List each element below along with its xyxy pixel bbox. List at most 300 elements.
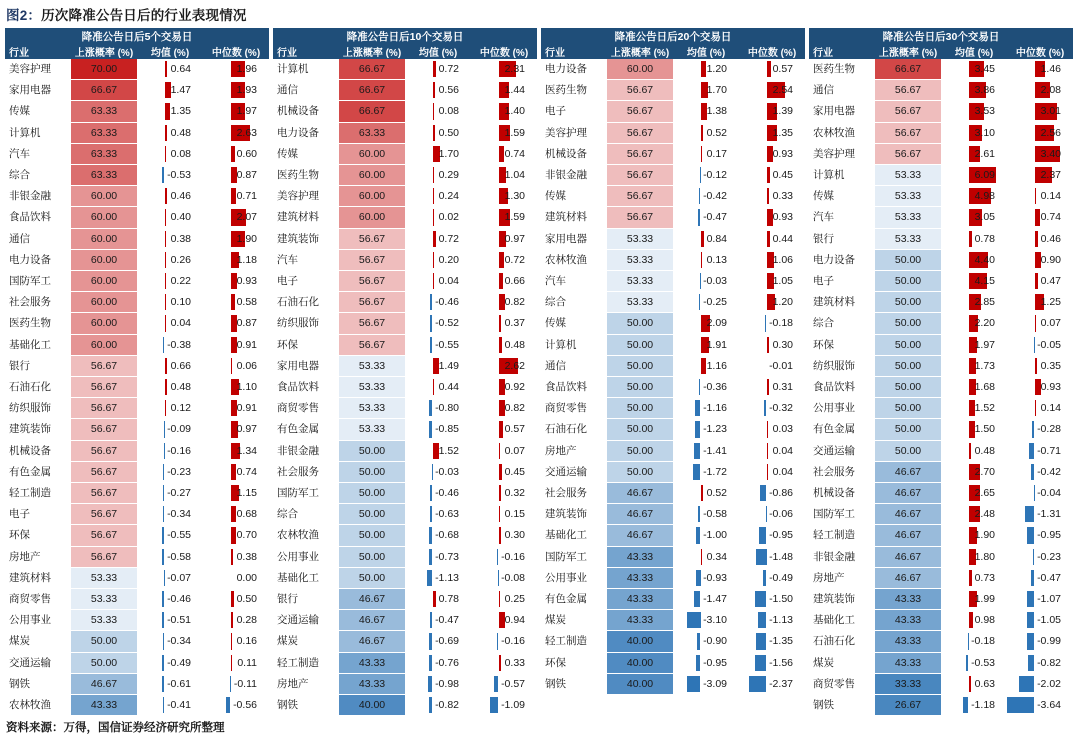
cell-mean: -1.16	[673, 398, 739, 419]
cell-probability: 43.33	[339, 673, 405, 694]
cell-mean: -3.09	[673, 673, 739, 694]
cell-industry: 美容护理	[273, 186, 339, 207]
cell-industry: 传媒	[5, 101, 71, 122]
cell-industry: 环保	[5, 525, 71, 546]
cell-mean: -1.13	[405, 567, 471, 588]
cell-median: -0.82	[1007, 652, 1073, 673]
cell-probability: 46.67	[339, 610, 405, 631]
table-row	[5, 525, 1073, 546]
table-row	[5, 695, 1073, 716]
table-row	[5, 80, 1073, 101]
cell-probability: 56.67	[607, 143, 673, 164]
cell-median: -0.01	[739, 355, 805, 376]
cell-mean: 6.09	[941, 165, 1007, 186]
performance-table	[5, 28, 1073, 716]
cell-mean: -0.80	[405, 398, 471, 419]
cell-probability: 46.67	[875, 483, 941, 504]
cell-mean: 1.38	[673, 101, 739, 122]
cell-industry: 综合	[5, 165, 71, 186]
cell-probability: 60.00	[71, 334, 137, 355]
cell-mean: -0.61	[137, 673, 203, 694]
table-group-header-row	[5, 28, 1073, 44]
cell-median: -0.04	[1007, 483, 1073, 504]
cell-probability: 50.00	[607, 398, 673, 419]
cell-median: -0.49	[739, 567, 805, 588]
cell-mean: 3.53	[941, 101, 1007, 122]
cell-industry: 医药生物	[809, 59, 875, 80]
cell-median: -0.08	[471, 567, 537, 588]
cell-median: 0.93	[739, 143, 805, 164]
group-header-2: 降准公告日后10个交易日	[273, 28, 537, 44]
cell-probability: 43.33	[607, 546, 673, 567]
cell-probability: 50.00	[71, 631, 137, 652]
cell-median: -0.16	[471, 631, 537, 652]
cell-mean: 0.44	[405, 377, 471, 398]
figure-label: 图2：	[6, 8, 42, 23]
cell-industry: 社会服务	[273, 461, 339, 482]
cell-median: 0.38	[203, 546, 269, 567]
cell-mean: 1.52	[941, 398, 1007, 419]
group-header-1: 降准公告日后5个交易日	[5, 28, 269, 44]
cell-industry: 电子	[541, 101, 607, 122]
cell-industry: 煤炭	[541, 610, 607, 631]
cell-probability: 56.67	[875, 80, 941, 101]
cell-median: 0.94	[471, 610, 537, 631]
cell-mean: 1.68	[941, 377, 1007, 398]
cell-probability: 46.67	[607, 483, 673, 504]
cell-mean: 3.10	[941, 122, 1007, 143]
cell-probability: 43.33	[875, 610, 941, 631]
table-row	[5, 610, 1073, 631]
cell-industry: 有色金属	[5, 461, 71, 482]
cell-industry: 传媒	[541, 313, 607, 334]
cell-industry: 建筑材料	[273, 207, 339, 228]
cell-industry: 基础化工	[273, 567, 339, 588]
cell-mean: 1.35	[137, 101, 203, 122]
cell-industry: 钢铁	[541, 673, 607, 694]
cell-median: 1.46	[1007, 59, 1073, 80]
cell-median: -1.48	[739, 546, 805, 567]
cell-mean: 1.20	[673, 59, 739, 80]
cell-industry: 石油石化	[541, 419, 607, 440]
cell-mean: 3.86	[941, 80, 1007, 101]
cell-industry: 纺织服饰	[273, 313, 339, 334]
cell-probability: 53.33	[607, 292, 673, 313]
cell-industry: 国防军工	[273, 483, 339, 504]
cell-mean: 0.78	[941, 228, 1007, 249]
cell-mean: 1.70	[673, 80, 739, 101]
cell-mean: 2.20	[941, 313, 1007, 334]
cell-median: 2.37	[1007, 165, 1073, 186]
table-row	[5, 271, 1073, 292]
cell-median: 0.04	[739, 461, 805, 482]
cell-median: -0.05	[1007, 334, 1073, 355]
cell-probability: 50.00	[339, 567, 405, 588]
cell-mean: 0.84	[673, 228, 739, 249]
cell-median: 1.59	[471, 122, 537, 143]
cell-probability: 66.67	[339, 101, 405, 122]
cell-mean: 0.08	[405, 101, 471, 122]
cell-industry: 建筑装饰	[541, 504, 607, 525]
cell-mean: -0.49	[137, 652, 203, 673]
cell-industry: 社会服务	[5, 292, 71, 313]
cell-median: 0.66	[471, 271, 537, 292]
cell-industry: 电子	[809, 271, 875, 292]
cell-industry: 机械设备	[809, 483, 875, 504]
cell-probability: 60.00	[71, 292, 137, 313]
cell-probability: 56.67	[71, 461, 137, 482]
cell-probability: 56.67	[607, 122, 673, 143]
col-header-4-4: 中位数 (%)	[1007, 44, 1073, 59]
cell-median: -1.09	[471, 695, 537, 716]
cell-industry: 煤炭	[273, 631, 339, 652]
cell-probability: 46.67	[339, 589, 405, 610]
cell-mean: 0.34	[673, 546, 739, 567]
cell-probability: 43.33	[607, 567, 673, 588]
table-row	[5, 631, 1073, 652]
cell-mean: -0.53	[137, 165, 203, 186]
cell-median: 1.34	[203, 440, 269, 461]
cell-industry: 通信	[541, 355, 607, 376]
cell-probability: 60.00	[339, 207, 405, 228]
cell-mean: -0.34	[137, 504, 203, 525]
cell-industry: 交通运输	[5, 652, 71, 673]
cell-probability: 56.67	[71, 525, 137, 546]
col-header-2-1: 行业	[273, 44, 339, 59]
cell-median: 1.39	[739, 101, 805, 122]
cell-median: 0.06	[203, 355, 269, 376]
cell-probability: 60.00	[71, 186, 137, 207]
table-row	[5, 186, 1073, 207]
cell-mean: 0.20	[405, 249, 471, 270]
cell-mean: 1.47	[137, 80, 203, 101]
cell-median: 0.00	[203, 567, 269, 588]
cell-median: 1.18	[203, 249, 269, 270]
cell-median: -0.11	[203, 673, 269, 694]
cell-industry: 电子	[5, 504, 71, 525]
cell-industry: 医药生物	[273, 165, 339, 186]
cell-mean: 2.70	[941, 461, 1007, 482]
cell-mean: -0.58	[137, 546, 203, 567]
cell-median: 1.59	[471, 207, 537, 228]
cell-industry: 公用事业	[273, 546, 339, 567]
cell-probability: 60.00	[71, 271, 137, 292]
cell-median: 0.14	[1007, 186, 1073, 207]
cell-industry: 食品饮料	[5, 207, 71, 228]
table-row	[5, 567, 1073, 588]
col-header-1-2: 上涨概率 (%)	[71, 44, 137, 59]
cell-probability: 50.00	[607, 419, 673, 440]
cell-probability: 53.33	[607, 271, 673, 292]
cell-median: -0.18	[739, 313, 805, 334]
cell-mean: -0.47	[405, 610, 471, 631]
cell-mean: -0.27	[137, 483, 203, 504]
cell-probability: 53.33	[71, 610, 137, 631]
cell-industry: 建筑装饰	[5, 419, 71, 440]
col-header-1-3: 均值 (%)	[137, 44, 203, 59]
cell-probability: 46.67	[875, 525, 941, 546]
cell-mean: 1.73	[941, 355, 1007, 376]
cell-probability: 56.67	[339, 292, 405, 313]
cell-mean: 0.48	[137, 377, 203, 398]
cell-probability: 56.67	[71, 546, 137, 567]
cell-industry: 非银金融	[809, 546, 875, 567]
cell-industry: 非银金融	[541, 165, 607, 186]
cell-probability: 56.67	[339, 271, 405, 292]
cell-mean: -1.00	[673, 525, 739, 546]
cell-median: 2.54	[739, 80, 805, 101]
cell-probability: 56.67	[71, 483, 137, 504]
cell-probability: 60.00	[71, 207, 137, 228]
cell-mean: 0.72	[405, 228, 471, 249]
cell-mean: 0.72	[405, 59, 471, 80]
cell-mean: -1.72	[673, 461, 739, 482]
cell-mean: -0.55	[405, 334, 471, 355]
cell-probability: 43.33	[607, 589, 673, 610]
source-note: 资料来源：万得，国信证券经济研究所整理	[6, 722, 225, 735]
cell-industry: 钢铁	[809, 695, 875, 716]
cell-probability: 60.00	[71, 228, 137, 249]
cell-industry: 汽车	[541, 271, 607, 292]
cell-median: -1.07	[1007, 589, 1073, 610]
cell-mean: 0.78	[405, 589, 471, 610]
cell-mean: -0.07	[137, 567, 203, 588]
cell-probability: 50.00	[875, 271, 941, 292]
cell-industry: 汽车	[5, 143, 71, 164]
cell-industry: 非银金融	[273, 440, 339, 461]
cell-mean: 1.49	[405, 355, 471, 376]
cell-industry: 国防军工	[809, 504, 875, 525]
cell-industry: 有色金属	[273, 419, 339, 440]
cell-mean: -0.85	[405, 419, 471, 440]
cell-probability: 53.33	[339, 419, 405, 440]
cell-median: 1.44	[471, 80, 537, 101]
cell-industry: 建筑装饰	[273, 228, 339, 249]
cell-probability: 60.00	[339, 186, 405, 207]
cell-mean: 0.02	[405, 207, 471, 228]
table-row	[5, 122, 1073, 143]
cell-median: 0.28	[203, 610, 269, 631]
cell-industry: 农林牧渔	[5, 695, 71, 716]
cell-mean: 0.40	[137, 207, 203, 228]
cell-mean: 2.09	[673, 313, 739, 334]
cell-industry: 通信	[809, 80, 875, 101]
cell-mean: 2.85	[941, 292, 1007, 313]
cell-industry: 计算机	[809, 165, 875, 186]
cell-probability: 56.67	[875, 122, 941, 143]
col-header-3-4: 中位数 (%)	[739, 44, 805, 59]
cell-probability: 56.67	[607, 186, 673, 207]
cell-mean: -0.25	[673, 292, 739, 313]
cell-mean: 0.29	[405, 165, 471, 186]
cell-mean: 4.15	[941, 271, 1007, 292]
table-row	[5, 228, 1073, 249]
cell-probability: 50.00	[339, 504, 405, 525]
cell-mean: -0.09	[137, 419, 203, 440]
cell-industry: 有色金属	[809, 419, 875, 440]
cell-probability: 53.33	[339, 398, 405, 419]
table-row	[5, 419, 1073, 440]
empty-cell	[673, 695, 739, 716]
cell-industry: 环保	[273, 334, 339, 355]
cell-median: -2.02	[1007, 673, 1073, 694]
cell-probability: 40.00	[607, 631, 673, 652]
cell-mean: 3.45	[941, 59, 1007, 80]
cell-median: 2.07	[203, 207, 269, 228]
table-row	[5, 165, 1073, 186]
table-header	[5, 28, 1073, 59]
cell-industry: 社会服务	[809, 461, 875, 482]
cell-mean: 0.48	[941, 440, 1007, 461]
cell-mean: -0.41	[137, 695, 203, 716]
cell-industry: 交通运输	[541, 461, 607, 482]
cell-probability: 56.67	[607, 165, 673, 186]
cell-mean: -0.73	[405, 546, 471, 567]
cell-median: 1.90	[203, 228, 269, 249]
cell-mean: 0.17	[673, 143, 739, 164]
cell-probability: 40.00	[339, 695, 405, 716]
cell-mean: 0.64	[137, 59, 203, 80]
cell-probability: 50.00	[875, 440, 941, 461]
group-header-4: 降准公告日后30个交易日	[809, 28, 1073, 44]
table-row	[5, 483, 1073, 504]
cell-probability: 26.67	[875, 695, 941, 716]
cell-mean: 0.38	[137, 228, 203, 249]
empty-cell	[541, 695, 607, 716]
cell-mean: 0.13	[673, 249, 739, 270]
cell-median: 0.45	[471, 461, 537, 482]
cell-industry: 纺织服饰	[5, 398, 71, 419]
cell-mean: -0.58	[673, 504, 739, 525]
cell-median: 0.37	[471, 313, 537, 334]
cell-industry: 煤炭	[809, 652, 875, 673]
cell-probability: 50.00	[875, 398, 941, 419]
cell-probability: 53.33	[607, 249, 673, 270]
cell-industry: 食品饮料	[273, 377, 339, 398]
cell-median: 1.10	[203, 377, 269, 398]
cell-industry: 综合	[809, 313, 875, 334]
table-row	[5, 313, 1073, 334]
table-row	[5, 292, 1073, 313]
cell-mean: -0.82	[405, 695, 471, 716]
cell-mean: -1.41	[673, 440, 739, 461]
cell-industry: 国防军工	[541, 546, 607, 567]
cell-mean: -0.42	[673, 186, 739, 207]
cell-probability: 56.67	[71, 504, 137, 525]
cell-mean: -0.03	[673, 271, 739, 292]
cell-median: -1.05	[1007, 610, 1073, 631]
cell-mean: 0.52	[673, 122, 739, 143]
cell-median: 1.30	[471, 186, 537, 207]
cell-mean: 0.12	[137, 398, 203, 419]
cell-industry: 医药生物	[541, 80, 607, 101]
cell-mean: -1.47	[673, 589, 739, 610]
cell-probability: 33.33	[875, 673, 941, 694]
cell-median: 0.68	[203, 504, 269, 525]
table-row	[5, 546, 1073, 567]
cell-mean: -0.46	[405, 483, 471, 504]
cell-probability: 50.00	[607, 334, 673, 355]
cell-industry: 商贸零售	[541, 398, 607, 419]
cell-median: 3.40	[1007, 143, 1073, 164]
group-header-3: 降准公告日后20个交易日	[541, 28, 805, 44]
cell-mean: 0.56	[405, 80, 471, 101]
cell-industry: 公用事业	[809, 398, 875, 419]
cell-median: 1.04	[471, 165, 537, 186]
cell-probability: 53.33	[71, 567, 137, 588]
col-header-3-2: 上涨概率 (%)	[607, 44, 673, 59]
cell-median: 2.56	[1007, 122, 1073, 143]
cell-industry: 通信	[273, 80, 339, 101]
cell-industry: 机械设备	[273, 101, 339, 122]
cell-probability: 56.67	[339, 228, 405, 249]
cell-industry: 公用事业	[541, 567, 607, 588]
cell-probability: 56.67	[71, 377, 137, 398]
cell-mean: 4.98	[941, 186, 1007, 207]
cell-industry: 银行	[273, 589, 339, 610]
cell-median: -0.99	[1007, 631, 1073, 652]
table-row	[5, 334, 1073, 355]
cell-mean: -0.47	[673, 207, 739, 228]
cell-median: 1.40	[471, 101, 537, 122]
cell-mean: 2.48	[941, 504, 1007, 525]
cell-mean: 0.48	[137, 122, 203, 143]
cell-mean: -0.18	[941, 631, 1007, 652]
cell-probability: 60.00	[339, 143, 405, 164]
table-row	[5, 355, 1073, 376]
cell-industry: 轻工制造	[5, 483, 71, 504]
cell-probability: 40.00	[607, 652, 673, 673]
cell-median: -0.23	[1007, 546, 1073, 567]
cell-probability: 43.33	[875, 589, 941, 610]
cell-probability: 53.33	[875, 207, 941, 228]
cell-industry: 农林牧渔	[541, 249, 607, 270]
cell-industry: 家用电器	[5, 80, 71, 101]
cell-median: -0.95	[1007, 525, 1073, 546]
cell-industry: 环保	[541, 652, 607, 673]
cell-industry: 家用电器	[809, 101, 875, 122]
cell-median: 2.63	[203, 122, 269, 143]
cell-mean: 1.90	[941, 525, 1007, 546]
cell-median: 0.74	[203, 461, 269, 482]
cell-industry: 食品饮料	[809, 377, 875, 398]
cell-probability: 43.33	[875, 631, 941, 652]
cell-industry: 基础化工	[809, 610, 875, 631]
cell-mean: -0.55	[137, 525, 203, 546]
table-row	[5, 101, 1073, 122]
cell-median: 0.04	[739, 440, 805, 461]
cell-median: 0.92	[471, 377, 537, 398]
cell-industry: 公用事业	[5, 610, 71, 631]
cell-probability: 50.00	[875, 313, 941, 334]
cell-mean: 1.97	[941, 334, 1007, 355]
cell-median: -0.28	[1007, 419, 1073, 440]
cell-industry: 房地产	[5, 546, 71, 567]
cell-industry: 建筑材料	[809, 292, 875, 313]
cell-industry: 非银金融	[5, 186, 71, 207]
cell-probability: 50.00	[875, 355, 941, 376]
cell-median: -0.16	[471, 546, 537, 567]
cell-probability: 50.00	[339, 461, 405, 482]
cell-probability: 50.00	[607, 461, 673, 482]
cell-industry: 综合	[541, 292, 607, 313]
cell-median: 0.57	[471, 419, 537, 440]
cell-industry: 石油石化	[5, 377, 71, 398]
cell-probability: 43.33	[875, 652, 941, 673]
cell-median: 0.45	[739, 165, 805, 186]
cell-industry: 家用电器	[541, 228, 607, 249]
cell-median: 0.93	[1007, 377, 1073, 398]
